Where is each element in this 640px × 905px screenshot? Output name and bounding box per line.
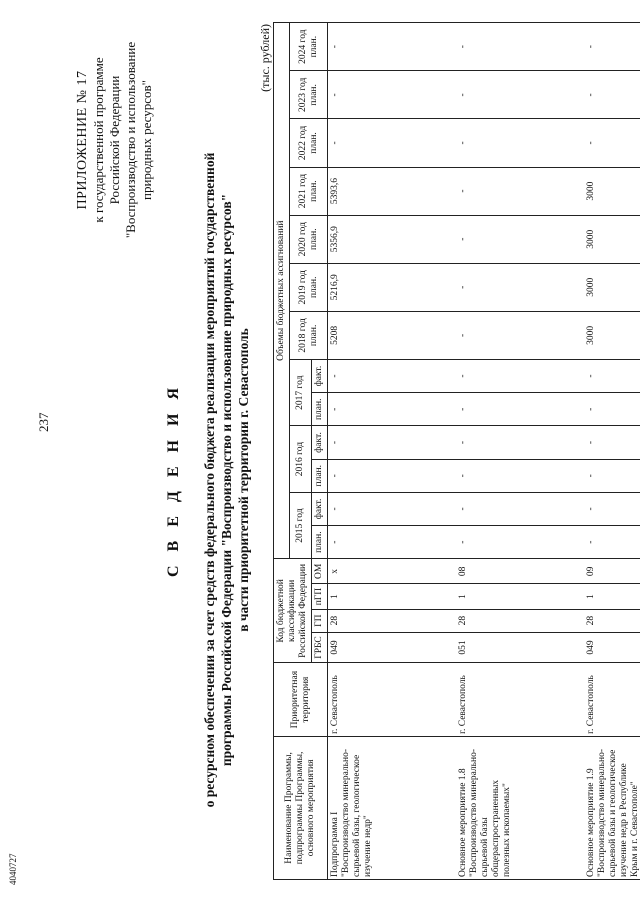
row-2024: - xyxy=(328,23,457,71)
row-fact-2015: - xyxy=(584,492,640,525)
row-fact-2016: - xyxy=(328,426,457,459)
appendix-line: Российской Федерации xyxy=(107,75,122,205)
row-gp: 28 xyxy=(584,609,640,632)
row-2022: - xyxy=(328,119,457,167)
page-number: 237 xyxy=(36,412,51,432)
row-2021: 3000 xyxy=(584,167,640,215)
appendix-block xyxy=(75,25,155,255)
row-pgp: 1 xyxy=(584,584,640,609)
row-2019: - xyxy=(456,263,584,311)
table-row xyxy=(456,23,584,880)
row-2020: 5356,9 xyxy=(328,215,457,263)
row-name: Основное мероприятие 1.8 "Воспроизводство минерально-сырьевой базы общераспространенных полезных ископаемых" xyxy=(456,736,584,879)
header-fact-2017: факт. xyxy=(312,359,328,392)
row-name: Подпрограмма I "Воспроизводство минерально-сырьевой базы, геологическое изучение недр" xyxy=(328,736,457,879)
document-heading xyxy=(165,140,252,820)
row-fact-2017: - xyxy=(456,359,584,392)
heading-line: в части приоритетной территории г. Севастополь xyxy=(236,328,251,632)
row-territory: г. Севастополь xyxy=(328,663,457,736)
row-plan-2017: - xyxy=(456,393,584,426)
header-year-2015: 2015 год xyxy=(290,492,312,558)
row-grbs: 051 xyxy=(456,632,584,663)
row-2021: 5393,6 xyxy=(328,167,457,215)
row-2024: - xyxy=(456,23,584,71)
heading-line: о ресурсном обеспечении за счет средств федерального бюджета реализации мероприятий государственной xyxy=(202,152,217,808)
appendix-line: природных ресурсов" xyxy=(139,80,154,201)
footer-code: 4040727 xyxy=(8,853,18,885)
header-code-group: Код бюджетной классификации Российской Федерации xyxy=(274,559,312,663)
row-grbs: 049 xyxy=(328,632,457,663)
row-2023: - xyxy=(584,71,640,119)
row-plan-2015: - xyxy=(584,526,640,559)
row-gp: 28 xyxy=(328,609,457,632)
row-plan-2017: - xyxy=(584,393,640,426)
row-name: Основное мероприятие 1.9 "Воспроизводство минерально-сырьевой базы и геологическое изучение недр в Республике Крым и г. Севастополе" xyxy=(584,736,640,879)
header-year-2022: 2022 год план. xyxy=(290,119,328,167)
row-fact-2017: - xyxy=(328,359,457,392)
budget-table xyxy=(273,22,640,880)
table-row xyxy=(328,23,457,880)
row-2023: - xyxy=(328,71,457,119)
header-om: ОМ xyxy=(312,559,328,584)
row-2020: 3000 xyxy=(584,215,640,263)
header-fact-2015: факт. xyxy=(312,492,328,525)
header-plan-2016: план. xyxy=(312,459,328,492)
row-2020: - xyxy=(456,215,584,263)
header-plan-2017: план. xyxy=(312,393,328,426)
row-plan-2016: - xyxy=(456,459,584,492)
row-plan-2016: - xyxy=(584,459,640,492)
row-fact-2016: - xyxy=(456,426,584,459)
row-om: 08 xyxy=(456,559,584,584)
row-2018: 3000 xyxy=(584,311,640,359)
row-2023: - xyxy=(456,71,584,119)
row-2018: 5208 xyxy=(328,311,457,359)
units-label: (тыс. рублей) xyxy=(258,24,272,92)
row-territory: г. Севастополь xyxy=(584,663,640,736)
header-name: Наименование Программы, подпрограммы Программы, основного мероприятия xyxy=(274,736,328,879)
document-title: С В Е Д Е Н И Я xyxy=(165,382,182,578)
row-grbs: 049 xyxy=(584,632,640,663)
header-year-2023: 2023 год план. xyxy=(290,71,328,119)
row-2022: - xyxy=(584,119,640,167)
header-territory: Приоритетная территория xyxy=(274,663,328,736)
row-plan-2015: - xyxy=(456,526,584,559)
row-om: х xyxy=(328,559,457,584)
row-fact-2015: - xyxy=(456,492,584,525)
rotated-document xyxy=(75,20,640,880)
header-fact-2016: факт. xyxy=(312,426,328,459)
row-plan-2017: - xyxy=(328,393,457,426)
table-row xyxy=(584,23,640,880)
header-year-2021: 2021 год план. xyxy=(290,167,328,215)
header-year-2017: 2017 год xyxy=(290,359,312,425)
header-year-2016: 2016 год xyxy=(290,426,312,492)
row-fact-2016: - xyxy=(584,426,640,459)
row-fact-2015: - xyxy=(328,492,457,525)
row-om: 09 xyxy=(584,559,640,584)
row-2019: 3000 xyxy=(584,263,640,311)
row-plan-2016: - xyxy=(328,459,457,492)
row-territory: г. Севастополь xyxy=(456,663,584,736)
header-year-2020: 2020 год план. xyxy=(290,215,328,263)
row-plan-2015: - xyxy=(328,526,457,559)
appendix-line: "Воспроизводство и использование xyxy=(123,41,138,239)
appendix-line: к государственной программе xyxy=(91,57,106,223)
heading-line: программы Российской Федерации "Воспроизводство и использование природных ресурсов" xyxy=(219,193,234,767)
row-2024: - xyxy=(584,23,640,71)
header-gp: ГП xyxy=(312,609,328,632)
row-2019: 5216,9 xyxy=(328,263,457,311)
row-pgp: 1 xyxy=(456,584,584,609)
header-pgp: пГП xyxy=(312,584,328,609)
row-fact-2017: - xyxy=(584,359,640,392)
row-2021: - xyxy=(456,167,584,215)
appendix-title: ПРИЛОЖЕНИЕ № 17 xyxy=(75,70,90,210)
row-pgp: 1 xyxy=(328,584,457,609)
header-grbs: ГРБС xyxy=(312,632,328,663)
header-year-2024: 2024 год план. xyxy=(290,23,328,71)
header-year-2019: 2019 год план. xyxy=(290,263,328,311)
header-plan-2015: план. xyxy=(312,526,328,559)
row-gp: 28 xyxy=(456,609,584,632)
row-2018: - xyxy=(456,311,584,359)
header-year-2018: 2018 год план. xyxy=(290,311,328,359)
row-2022: - xyxy=(456,119,584,167)
header-volume-group: Объемы бюджетных ассигнований xyxy=(274,23,290,559)
